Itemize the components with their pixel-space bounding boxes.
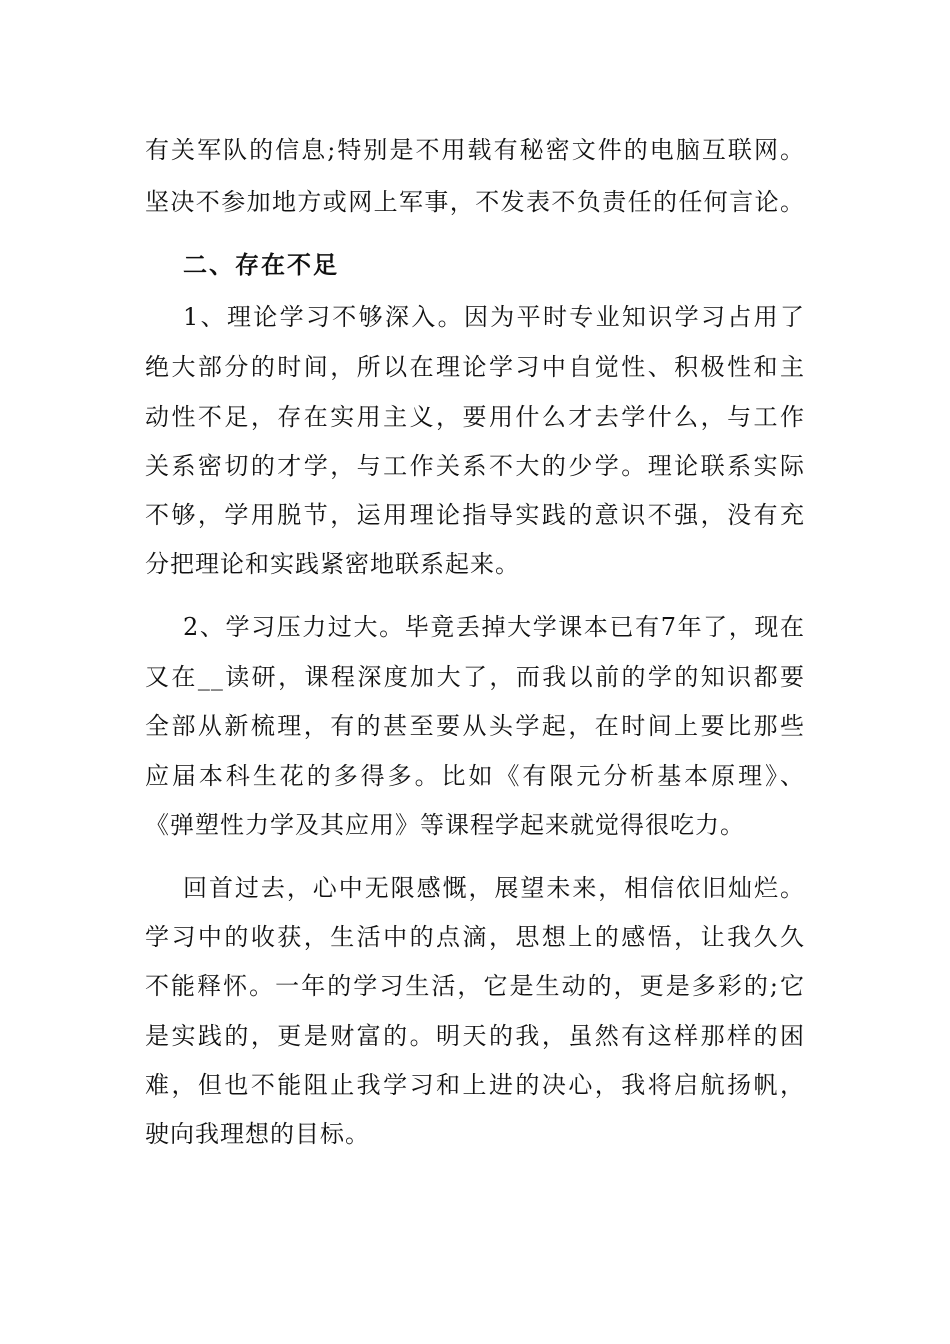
text-line: 全部从新梳理，有的甚至要从头学起，在时间上要比那些 xyxy=(145,712,805,740)
text-line: 有关军队的信息;特别是不用载有秘密文件的电脑互联网。 xyxy=(145,136,805,164)
text-line: 回首过去，心中无限感慨，展望未来，相信依旧灿烂。 xyxy=(183,874,805,902)
text-line: 分把理论和实践紧密地联系起来。 xyxy=(145,550,520,578)
text-line: 1、理论学习不够深入。因为平时专业知识学习占用了 xyxy=(183,303,805,331)
text-line: 应届本科生花的多得多。比如《有限元分析基本原理》、 xyxy=(145,762,805,790)
text-line: 是实践的，更是财富的。明天的我，虽然有这样那样的困 xyxy=(145,1022,805,1050)
text-line: 《弹塑性力学及其应用》等课程学起来就觉得很吃力。 xyxy=(145,811,745,839)
text-line: 关系密切的才学，与工作关系不大的少学。理论联系实际 xyxy=(145,452,805,480)
section-heading: 二、存在不足 xyxy=(183,250,339,279)
text-line: 不够，学用脱节，运用理论指导实践的意识不强，没有充 xyxy=(145,501,805,529)
text-line: 驶向我理想的目标。 xyxy=(145,1120,370,1148)
text-line: 难，但也不能阻止我学习和上进的决心，我将启航扬帆， xyxy=(145,1071,805,1099)
text-line: 坚决不参加地方或网上军事，不发表不负责任的任何言论。 xyxy=(145,188,805,216)
text-line: 学习中的收获，生活中的点滴，思想上的感悟，让我久久 xyxy=(145,923,805,951)
text-line: 不能释怀。一年的学习生活，它是生动的，更是多彩的;它 xyxy=(145,972,805,1000)
text-line: 2、学习压力过大。毕竟丢掉大学课本已有7年了，现在 xyxy=(183,613,805,641)
text-line: 动性不足，存在实用主义，要用什么才去学什么，与工作 xyxy=(145,403,805,431)
text-line: 又在__读研，课程深度加大了，而我以前的学的知识都要 xyxy=(145,663,805,691)
text-line: 绝大部分的时间，所以在理论学习中自觉性、积极性和主 xyxy=(145,353,805,381)
